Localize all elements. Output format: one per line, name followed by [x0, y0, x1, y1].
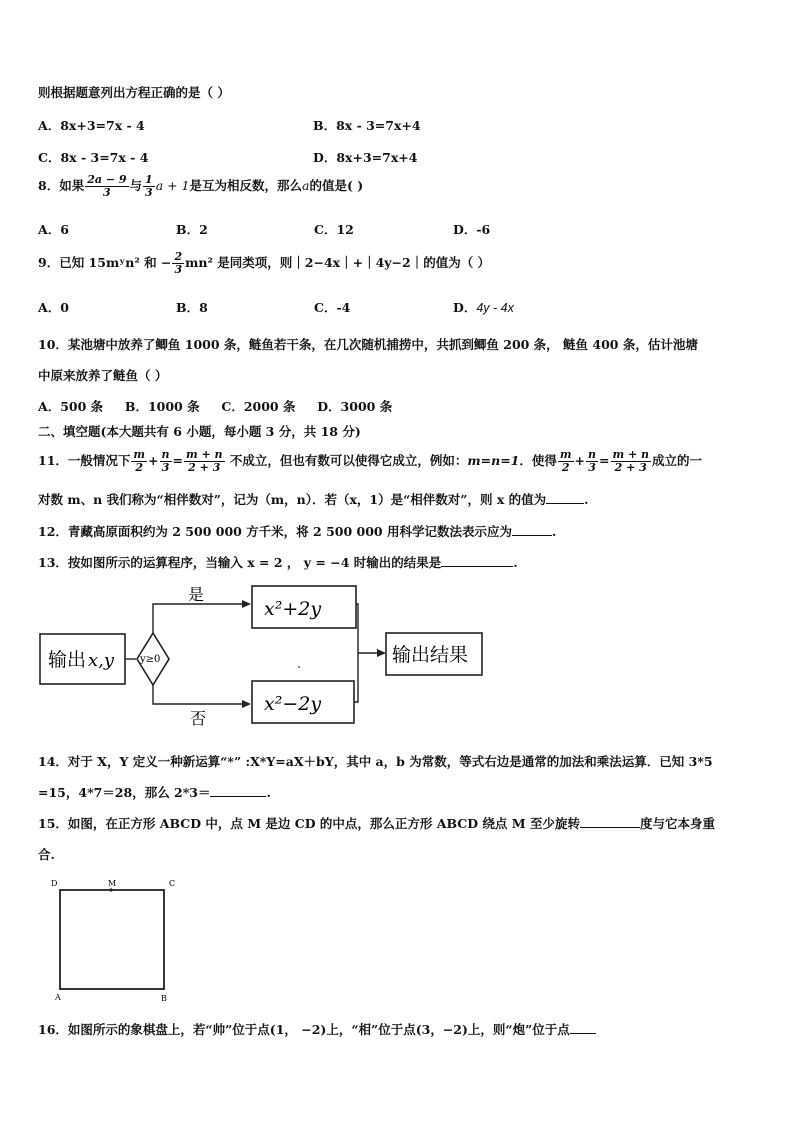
q11-example: m=n=1 [467, 453, 520, 468]
q9-suffix: mn² 是同类项，则｜2−4x｜+｜4y−2｜的值为（ ） [185, 255, 491, 270]
q16-text: 16．如图所示的象棋盘上，若“帅”位于点(1， −2)上，“相”位于点(3，−2)上，则“炮”位于点 [38, 1022, 570, 1037]
q8-option-b: B．2 [176, 222, 208, 237]
flow-input-vars: x,y [88, 650, 115, 671]
label-d: D [51, 879, 58, 888]
flow-output-label: 输出结果 [392, 644, 469, 666]
q13-line [38, 553, 518, 571]
q10-options: A．500 条 B．1000 条 C．2000 条 D．3000 条 [38, 399, 393, 414]
q8-frac2-denominator: 3 [145, 186, 153, 199]
q14-end: . [266, 785, 271, 800]
q9-fraction [172, 251, 184, 276]
q10-line-2: 中原来放养了鲢鱼（ ） [38, 368, 168, 383]
q12-line [38, 522, 556, 540]
q8-prefix: 8．如果 [38, 178, 85, 193]
q8-end: 的值是( ) [309, 178, 364, 193]
q8-frac2-numerator: 1 [145, 173, 153, 186]
q13-answer-blank[interactable] [441, 555, 513, 567]
q13-flowchart [30, 578, 500, 728]
q9-option-c: C．-4 [314, 300, 351, 315]
q11-end: 成立的一 [652, 453, 703, 468]
q14-line-2-text: =15，4*7＝28，那么 2*3＝ [38, 785, 211, 800]
q9-option-d [453, 298, 514, 316]
q10-line-1: 10．某池塘中放养了鲫鱼 1000 条，鲢鱼若干条，在几次随机捕捞中，共抓到鲫鱼 200 条， 鲢鱼 400 条，估计池塘 [38, 337, 698, 352]
q16-answer-blank[interactable] [570, 1022, 596, 1034]
q16-line [38, 1020, 596, 1038]
q11-numerator-sum-b: m + n [612, 448, 650, 461]
flow-top-expression: x²+2y [264, 598, 322, 620]
q11-numerator-n-b: n [588, 448, 597, 461]
q9-option-d-math: 4y - 4x [476, 301, 514, 315]
section-2-heading: 二、填空题(本大题共有 6 小题，每小题 3 分，共 18 分) [38, 424, 361, 439]
q9-stem [38, 249, 490, 277]
q11-numerator-m: m [133, 448, 146, 461]
q11-line-2 [38, 490, 589, 508]
q15-square-figure [45, 874, 195, 1006]
q12-answer-blank[interactable] [512, 524, 552, 536]
q12-end: . [551, 524, 557, 539]
q8-option-d: D．-6 [453, 222, 491, 237]
q9-option-a: A．0 [38, 300, 69, 315]
q9-prefix: 9．已知 15mʸn² 和 − [38, 255, 172, 270]
q9-frac-numerator: 2 [174, 250, 183, 263]
flow-input-label: 输出 [48, 649, 87, 671]
q15-line-1-end: 度与它本身重 [639, 816, 715, 831]
label-b: B [161, 994, 167, 1003]
point-m [109, 888, 112, 891]
q11-frac-n3-b [586, 449, 598, 474]
q14-line-2 [38, 783, 271, 801]
label-a: A [55, 993, 61, 1002]
q11-middle: 不成立，但也有数可以使得它成立，例如： [229, 453, 468, 468]
q15-answer-blank[interactable] [580, 816, 640, 828]
q7-option-d: D．8x+3=7x+4 [313, 150, 418, 165]
q11-denominator-sum-b: 2 + 3 [614, 461, 647, 474]
q11-line-2-text: 对数 m、n 我们称为“相伴数对”，记为（m，n）．若（x，1）是“相伴数对”，则 x 的值为 [38, 492, 547, 507]
q8-fraction-2 [143, 174, 155, 199]
q11-frac-sum [184, 449, 225, 474]
q9-option-b: B．8 [176, 300, 208, 315]
q11-frac-n3 [160, 449, 172, 474]
q13-end: . [513, 555, 518, 570]
square-abcd [60, 890, 164, 989]
q11-frac-m2-b [558, 449, 574, 474]
q13-text: 13．按如图所示的运算程序，当输入 x = 2 ， y = −4 时输出的结果是 [38, 555, 442, 570]
q8-variable: a [302, 178, 310, 193]
q11-denominator-2-b: 2 [561, 461, 570, 474]
q15-line-1 [38, 814, 715, 832]
flow-condition: y≥0 [140, 654, 161, 665]
q11-frac-m2 [131, 449, 147, 474]
q14-line-1: 14．对于 X，Y 定义一种新运算“*” :X*Y=aX＋bY，其中 a，b 为常数，等式右边是通常的加法和乘法运算．已知 3*5 [38, 754, 713, 769]
q11-frac-sum-b [611, 449, 652, 474]
q7-option-c: C．8x - 3=7x - 4 [38, 150, 149, 165]
q8-option-a: A．6 [38, 222, 69, 237]
flow-no-label: 否 [190, 709, 207, 728]
q8-suffix: 是互为相反数，那么 [189, 178, 303, 193]
q11-numerator-n: n [161, 448, 170, 461]
q14-answer-blank[interactable] [210, 785, 266, 797]
q11-numerator-m-b: m [559, 448, 572, 461]
q11-denominator-3: 3 [161, 461, 170, 474]
q8-stem [38, 172, 363, 200]
q15-line-2: 合. [38, 847, 55, 862]
q11-denominator-3-b: 3 [588, 461, 596, 474]
q7-stem: 则根据题意列出方程正确的是（ ） [38, 85, 230, 100]
q11-numerator-sum: m + n [186, 448, 223, 461]
q9-frac-denominator: 3 [174, 263, 183, 276]
q11-prefix: 11．一般情况下 [38, 453, 131, 468]
q8-frac1-denominator: 3 [103, 186, 111, 199]
q15-line-1-text: 15．如图，在正方形 ABCD 中，点 M 是边 CD 的中点，那么正方形 ABCD 绕点 M 至少旋转 [38, 816, 580, 831]
q8-option-c: C．12 [314, 222, 354, 237]
q8-frac1-numerator: 2a − 9 [87, 173, 127, 186]
q8-tail-math: a + 1 [155, 178, 190, 193]
q8-middle: 与 [129, 178, 143, 193]
q11-denominator-sum: 2 + 3 [188, 461, 221, 474]
q11-line-1: 11．一般情况下 $\frac{m}{2}$ + $\frac{n}{3}$ = $\frac{m + n}{2 + 3}$ 不成立，但也有数可以使得它成立，例如：m=n=1．使得 $\frac{m}{2}$ + $\frac{n}{3}$ = $\frac{m + n}{2 + 3}$ 成立的一 [38, 448, 703, 474]
q11-middle-2: ．使得 [519, 453, 557, 468]
q8-fraction-1 [85, 174, 128, 199]
q9-option-d-label: D． [453, 300, 477, 315]
q7-option-b: B．8x - 3=7x+4 [313, 118, 421, 133]
q11-line-2-end: . [584, 492, 589, 507]
q11-denominator-2: 2 [135, 461, 144, 474]
q11-answer-blank[interactable] [546, 492, 584, 504]
flow-bottom-expression: x²−2y [264, 693, 322, 715]
label-m: M [108, 879, 117, 888]
flow-yes-label: 是 [188, 585, 205, 604]
q7-option-a: A．8x+3=7x - 4 [38, 118, 145, 133]
label-c: C [169, 879, 176, 888]
q12-text: 12．青藏高原面积约为 2 500 000 方千米，将 2 500 000 用科学记数法表示应为 [38, 524, 512, 539]
